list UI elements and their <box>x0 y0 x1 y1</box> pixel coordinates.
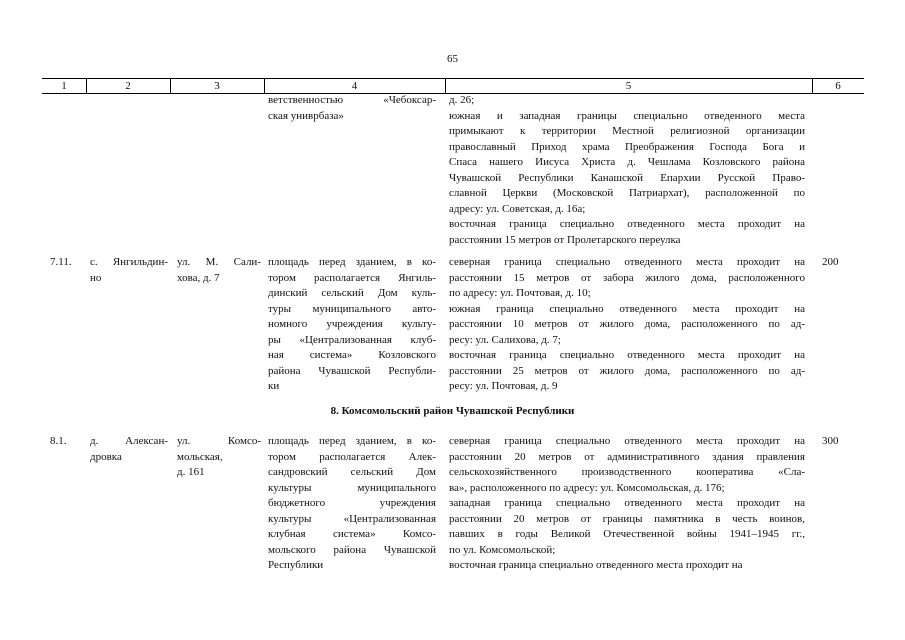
row-711-settlement: с. Янгильдин- но <box>90 256 168 284</box>
row-711-address: ул. М. Сали- хова, д. 7 <box>177 256 261 284</box>
row-711-place: площадь перед зданием, в ко- тором располагается Янгиль- динский сельский Дом куль- туры муниципального авто- номного учреждения культу- ры «Централизованная клуб- ная система» Козловского района Чувашской Республи- ки <box>268 256 436 392</box>
row-711-number: 7.11. <box>50 256 72 268</box>
header-col-1: 1 <box>61 80 67 92</box>
header-col-6: 6 <box>835 80 841 92</box>
row-81-number: 8.1. <box>50 435 67 447</box>
row-81-distance: 300 <box>822 435 839 447</box>
row-81-settlement: д. Алексан- дровка <box>90 435 168 463</box>
table-header-row <box>42 78 864 94</box>
page-number: 65 <box>447 53 458 65</box>
header-col-2: 2 <box>125 80 131 92</box>
row-81-address: ул. Комсо- мольская, д. 161 <box>177 435 261 478</box>
header-col-4: 4 <box>351 80 358 92</box>
section-heading: 8. Комсомольский район Чувашской Республики <box>330 405 575 417</box>
cont-col5: д. 26; южная и западная границы специально отведенного места примыкают к территории Местной религиозной организации православный Приход храма Преображения Господа Бога и Спаса нашего Иисуса Христа д. Чешлама Козловского района Чувашской Республики Канашской Епархии Русской Право- славной Церкви (Московской Патриархат), расположенной по адресу: ул. Советская, д. 16а; восточная граница специально отведенного места проходит на расстоянии 15 метров от Пролетарского переулка <box>449 94 805 246</box>
row-711-boundaries: северная граница специально отведенного места проходит на расстоянии 15 метров от забора жилого дома, расположенного по адресу: ул. Почтовая, д. 10; южная граница специально отведенного места проходит на расстоянии 10 метров от жилого дома, расположенного по ад- ресу: ул. Салихова, д. 7; восточная граница специально отведенного места проходит на расстоянии 25 метров от жилого дома, расположенного по ад- ресу: ул. Почтовая, д. 9 <box>449 256 805 392</box>
row-81-boundaries: северная граница специально отведенного места проходит на расстоянии 20 метров от административного здания правления сельскохозяйственного производственного кооператива «Сла- ва», расположенного по адресу: ул. Комсомольская, д. 176; западная граница специально отведенного места проходит на расстоянии 20 метров от границы памятника в честь воинов, павших в годы Великой Отечественной войны 1941–1945 гг., по ул. Комсомольской; восточная граница специально отведенного места проходит на <box>449 435 805 571</box>
row-81-place: площадь перед зданием, в ко- тором располагается Алек- сандровский сельский Дом культуры муниципального бюджетного учреждения культуры «Централизованная клубная система» Комсо- мольского района Чувашской Республики <box>268 435 436 571</box>
header-col-5: 5 <box>625 80 632 92</box>
cont-col4: ветственностью «Чебоксар- ская униврбаза» <box>268 94 436 122</box>
header-col-3: 3 <box>214 80 220 92</box>
row-711-distance: 200 <box>822 256 839 268</box>
